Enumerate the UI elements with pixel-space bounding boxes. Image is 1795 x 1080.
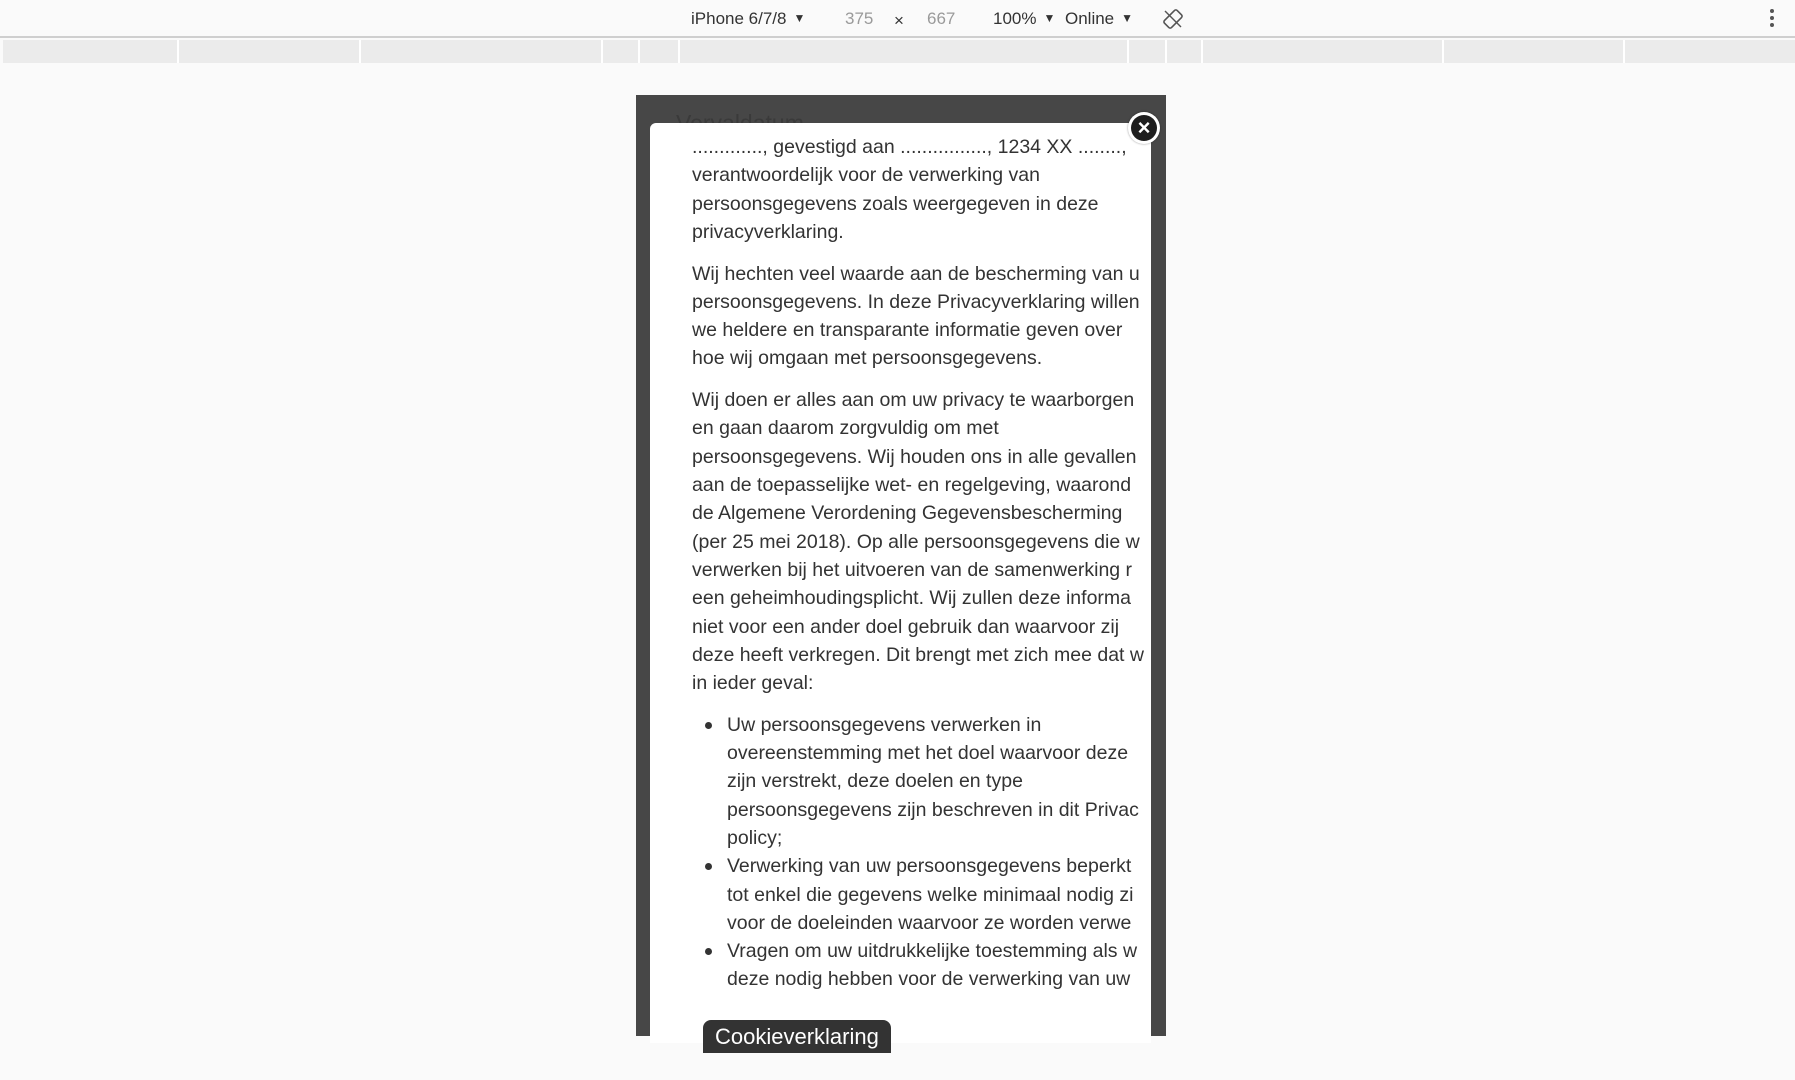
ruler-segment[interactable] <box>601 40 641 63</box>
kebab-menu-icon[interactable] <box>1769 9 1775 31</box>
ruler-segment[interactable] <box>177 40 361 63</box>
privacy-modal <box>650 123 1151 1049</box>
device-caret-icon: ▼ <box>793 11 806 25</box>
text-line: policy; <box>727 827 783 849</box>
text-line: aan de toepasselijke wet- en regelgeving, waarond <box>692 474 1132 497</box>
text-line: tot enkel die gegevens welke minimaal nodig zi <box>727 883 1134 906</box>
text-line: deze heeft verkregen. Dit brengt met zich mee dat w <box>692 643 1144 666</box>
ruler-segment[interactable] <box>678 40 1132 63</box>
text-line: voor de doeleinden waarvoor ze worden verwe <box>727 911 1132 934</box>
width-input[interactable]: 375 <box>845 9 874 28</box>
text-line: we heldere en transparante informatie geven over <box>692 319 1123 342</box>
ruler-segment[interactable] <box>1201 40 1447 63</box>
text-line: Uw persoonsgegevens verwerken in <box>727 713 1042 736</box>
text-line: hoe wij omgaan met persoonsgegevens. <box>692 347 1043 370</box>
list-item <box>727 852 1137 937</box>
text-line: privacyverklaring. <box>692 220 844 243</box>
device-toolbar <box>0 0 1795 38</box>
text-line: persoonsgegevens zijn beschreven in dit Privac <box>727 798 1139 821</box>
list-item <box>727 711 1137 852</box>
paragraph <box>692 133 1137 246</box>
text-line: verantwoordelijk voor de verwerking van <box>692 164 1040 187</box>
media-query-ruler <box>3 40 1795 63</box>
ruler-segment[interactable] <box>359 40 605 63</box>
ruler-segment[interactable] <box>638 40 682 63</box>
text-line: verwerken bij het uitvoeren van de samenwerking r <box>692 558 1133 581</box>
text-line: Vragen om uw uitdrukkelijke toestemming als w <box>727 940 1138 963</box>
text-line: een geheimhoudingsplicht. Wij zullen deze informa <box>692 587 1131 610</box>
list-item <box>727 937 1137 994</box>
zoom-select-label: 100% <box>993 9 1037 28</box>
device-select[interactable] <box>691 9 805 30</box>
text-line: deze nodig hebben voor de verwerking van uw <box>727 968 1131 991</box>
ruler-segment[interactable] <box>1127 40 1169 63</box>
paragraph <box>692 260 1140 373</box>
text-line: de Algemene Verordening Gegevensbescherming <box>692 502 1123 525</box>
text-line: en gaan daarom zorgvuldig om met <box>692 417 999 440</box>
ruler-segment[interactable] <box>1442 40 1626 63</box>
text-line: niet voor een ander doel gebruik dan waarvoor zij <box>692 615 1120 638</box>
text-line: (per 25 mei 2018). Op alle persoonsgegevens die w <box>692 530 1140 553</box>
zoom-caret-icon: ▼ <box>1043 11 1056 25</box>
device-viewport <box>636 95 1166 1049</box>
text-line: Wij doen er alles aan om uw privacy te waarborgen <box>692 389 1135 412</box>
privacy-modal-content[interactable] <box>692 133 1144 1033</box>
text-line: in ieder geval: <box>692 672 814 695</box>
cookie-statement-button[interactable]: Cookieverklaring <box>703 1020 891 1053</box>
text-line: persoonsgegevens. In deze Privacyverklaring willen <box>692 290 1140 313</box>
text-line: persoonsgegevens. Wij houden ons in alle gevallen <box>692 445 1137 468</box>
height-input[interactable]: 667 <box>927 9 956 28</box>
close-modal-button[interactable] <box>1128 112 1160 144</box>
network-caret-icon: ▼ <box>1121 11 1134 25</box>
text-line: Wij hechten veel waarde aan de bescherming van u <box>692 262 1140 285</box>
network-select[interactable] <box>1065 9 1133 30</box>
dimension-separator: × <box>894 11 904 30</box>
paragraph <box>692 386 1144 697</box>
text-line: Verwerking van uw persoonsgegevens beperkt <box>727 855 1132 878</box>
zoom-select[interactable] <box>993 9 1055 30</box>
text-line: overeenstemming met het doel waarvoor deze <box>727 742 1129 765</box>
text-line: persoonsgegevens zoals weergegeven in deze <box>692 192 1099 215</box>
close-icon: × <box>1131 115 1157 141</box>
text-line: zijn verstrekt, deze doelen en type <box>727 770 1023 793</box>
ruler-segment[interactable] <box>1165 40 1205 63</box>
ruler-segment[interactable] <box>1623 40 1795 63</box>
device-select-label: iPhone 6/7/8 <box>691 9 787 28</box>
rotate-icon[interactable] <box>1163 9 1183 29</box>
network-select-label: Online <box>1065 9 1115 28</box>
text-line: ............., gevestigd aan ................, 1234 XX ........, <box>692 136 1127 158</box>
bullet-list <box>692 711 1137 994</box>
